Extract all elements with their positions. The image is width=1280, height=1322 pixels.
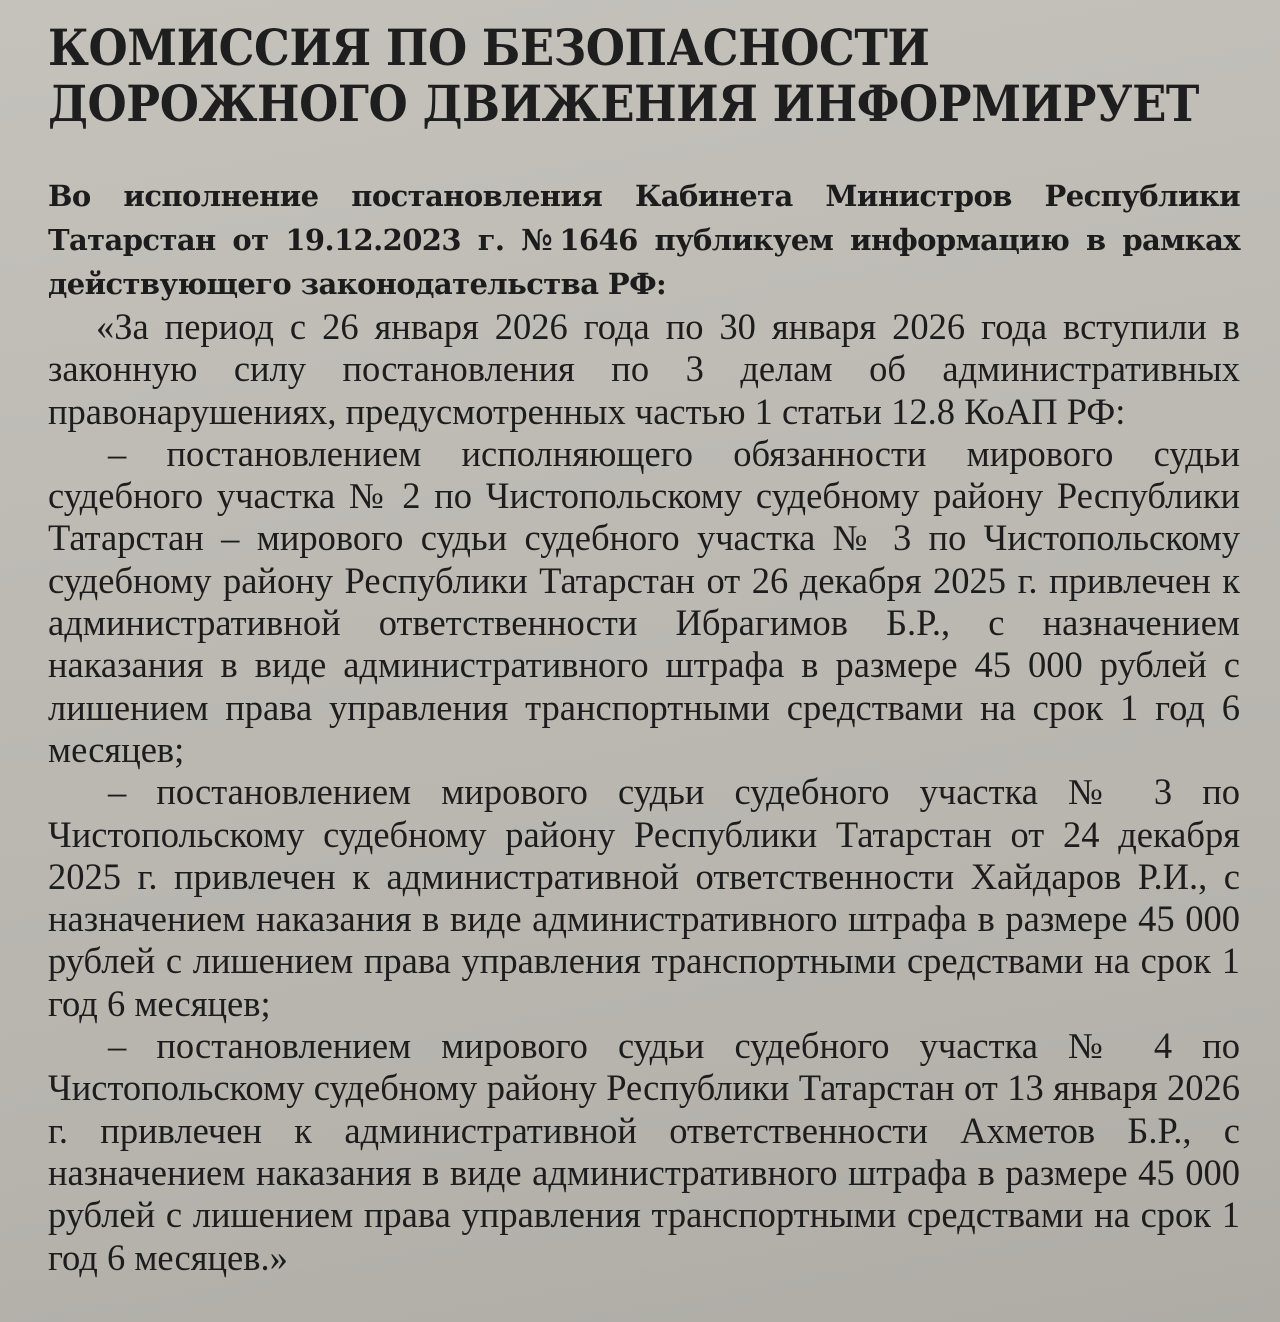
ruling-item-3: – постановлением мирового судьи судебного участка № 4 по Чистопольскому судебному району Республики Татарстан от 13 января 2026 г. привлечен к административной ответственности Ахметов Б.Р., с назначением наказания в виде административного штрафа в размере 45 000 рублей с лишением права управления транспортными средствами на срок 1 год 6 месяцев.» bbox=[48, 1025, 1240, 1278]
article bbox=[48, 20, 1240, 1279]
headline-line-1: КОМИССИЯ ПО БЕЗОПАСНОСТИ bbox=[48, 18, 930, 77]
ruling-list bbox=[48, 433, 1240, 1279]
headline-line-2: ДОРОЖНОГО ДВИЖЕНИЯ ИНФОРМИРУЕТ bbox=[48, 74, 1199, 133]
intro-paragraph: «За период с 26 января 2026 года по 30 января 2026 года вступили в законную силу постановления по 3 делам об административных правонарушениях, предусмотренных частью 1 статьи 12.8 КоАП РФ: bbox=[48, 306, 1240, 432]
ruling-item-1: – постановлением исполняющего обязанности мирового судьи судебного участка № 2 по Чистопольскому судебному району Республики Татарстан – мирового судьи судебного участка № 3 по Чистопольскому судебному району Республики Татарстан от 26 декабря 2025 г. привлечен к административной ответственности Ибрагимов Б.Р., с назначением наказания в виде административного штрафа в размере 45 000 рублей с лишением права управления транспортными средствами на срок 1 год 6 месяцев; bbox=[48, 432, 1240, 770]
lead-paragraph: Во исполнение постановления Кабинета Министров Республики Татарстан от 19.12.2023 г. №1646 публикуем информацию в рамках действующего законодательства РФ: bbox=[48, 179, 1240, 301]
headline bbox=[48, 20, 1236, 132]
ruling-item-2: – постановлением мирового судьи судебного участка № 3 по Чистопольскому судебному району Республики Татарстан от 24 декабря 2025 г. привлечен к административной ответственности Хайдаров Р.И., с назначением наказания в виде административного штрафа в размере 45 000 рублей с лишением права управления транспортными средствами на срок 1 год 6 месяцев; bbox=[48, 771, 1240, 1024]
